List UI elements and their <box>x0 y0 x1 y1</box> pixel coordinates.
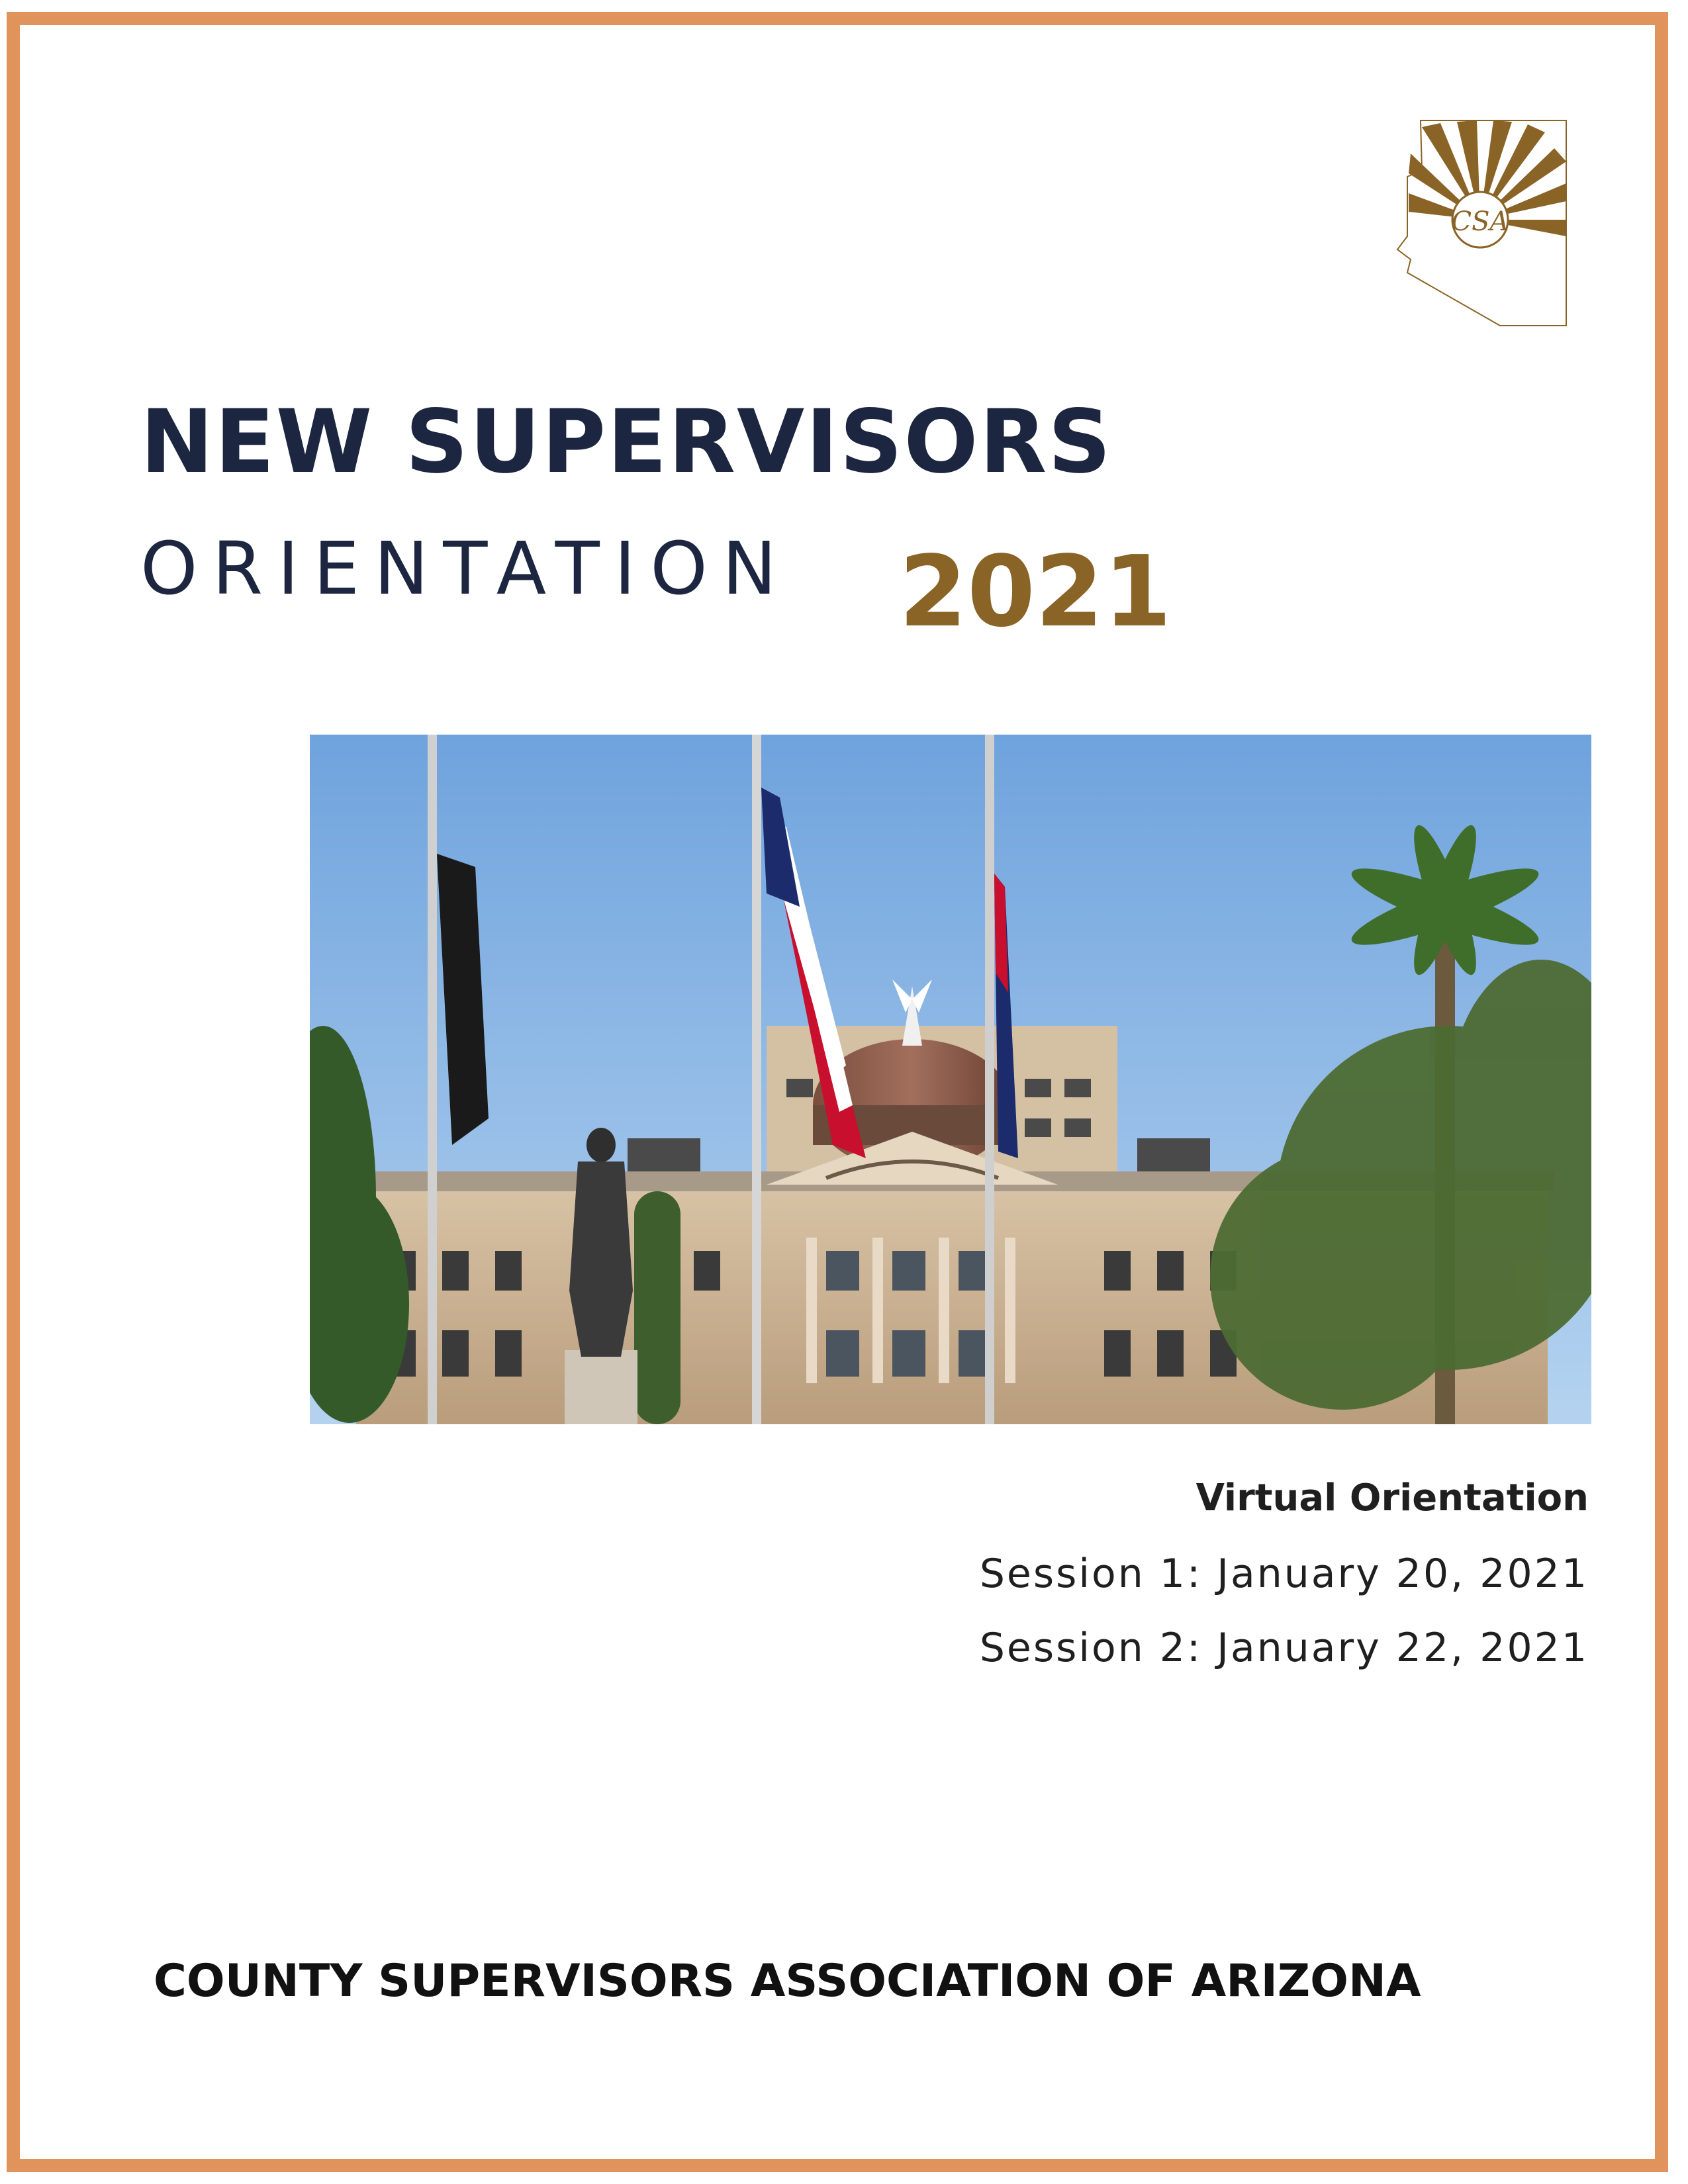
session-heading: Virtual Orientation <box>1196 1477 1589 1520</box>
organization-name: COUNTY SUPERVISORS ASSOCIATION OF ARIZONA <box>154 1955 1421 2007</box>
title-orientation: ORIENTATION <box>140 526 792 611</box>
csa-logo-icon <box>1381 114 1579 332</box>
title-year: 2021 <box>899 535 1172 649</box>
session-info <box>979 1477 1589 1702</box>
session-1-date: Session 1: January 20, 2021 <box>979 1551 1589 1597</box>
session-2-date: Session 2: January 22, 2021 <box>979 1625 1589 1671</box>
title-new-supervisors: NEW SUPERVISORS <box>140 391 1113 493</box>
logo-monogram: CSA <box>1451 206 1509 237</box>
capitol-photo <box>310 735 1591 1424</box>
